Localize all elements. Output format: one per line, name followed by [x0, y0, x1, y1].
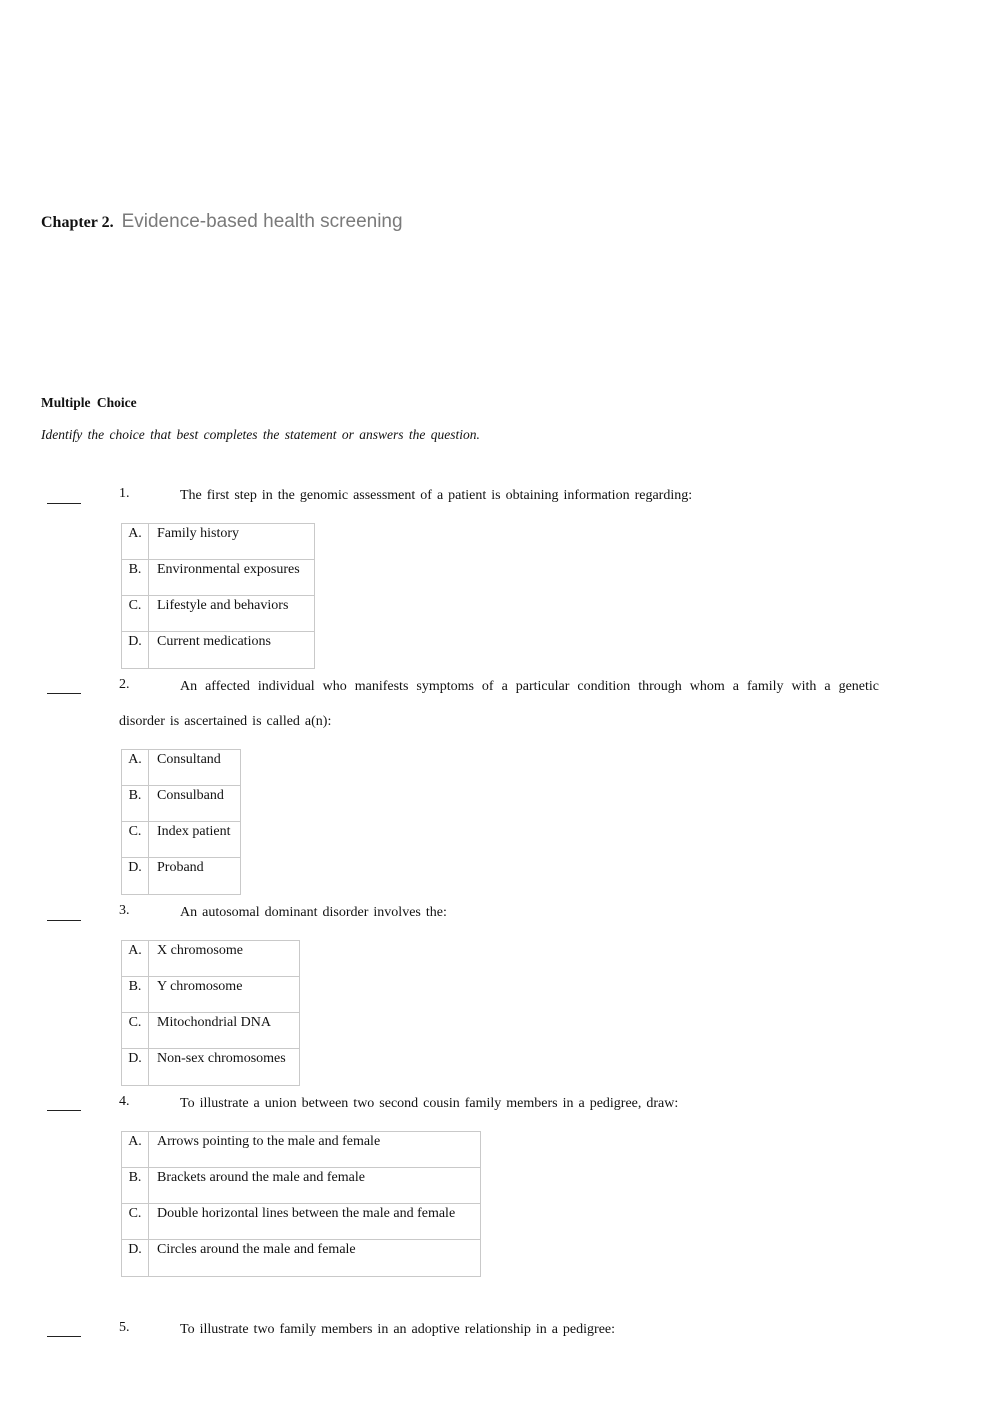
question-number-1: 1. — [119, 486, 130, 501]
question-number-3: 3. — [119, 903, 130, 918]
choice-text: Consulband — [149, 786, 241, 822]
answer-blank-2[interactable] — [47, 693, 81, 694]
choice-letter: A. — [122, 750, 149, 786]
choices-table-3 — [121, 940, 300, 1086]
choice-letter: A. — [122, 1132, 149, 1168]
question-number-5: 5. — [119, 1320, 130, 1335]
choice-letter: C. — [122, 1013, 149, 1049]
choices-table-2 — [121, 749, 241, 895]
choice-text: Environmental exposures — [149, 560, 315, 596]
answer-blank-4[interactable] — [47, 1110, 81, 1111]
choice-letter: B. — [122, 560, 149, 596]
choice-letter: C. — [122, 822, 149, 858]
question-text-3: An autosomal dominant disorder involves the: — [180, 905, 447, 920]
choice-row[interactable] — [122, 1049, 300, 1086]
choice-letter: D. — [122, 632, 149, 669]
answer-blank-5[interactable] — [47, 1336, 81, 1337]
choice-text: Consultand — [149, 750, 241, 786]
question-text-5: To illustrate two family members in an adoptive relationship in a pedigree: — [180, 1322, 616, 1337]
choice-text: Proband — [149, 858, 241, 895]
choice-text: Family history — [149, 524, 315, 560]
choice-text: Index patient — [149, 822, 241, 858]
choice-letter: A. — [122, 941, 149, 977]
answer-blank-3[interactable] — [47, 920, 81, 921]
choice-row[interactable] — [122, 632, 315, 669]
chapter-label: Chapter 2. — [41, 214, 114, 231]
choice-text: Current medications — [149, 632, 315, 669]
choice-letter: D. — [122, 858, 149, 895]
question-text-2: An affected individual who manifests symptoms of a particular condition through whom a family with a genetic disorder is ascertained is called a(n): — [119, 679, 879, 729]
choice-letter: A. — [122, 524, 149, 560]
choice-letter: B. — [122, 1168, 149, 1204]
choice-letter: C. — [122, 1204, 149, 1240]
question-text-4: To illustrate a union between two second cousin family members in a pedigree, draw: — [180, 1096, 679, 1111]
choice-row[interactable] — [122, 1240, 481, 1277]
choice-text: Lifestyle and behaviors — [149, 596, 315, 632]
question-text-1: The first step in the genomic assessment of a patient is obtaining information regarding: — [180, 488, 693, 503]
chapter-title: Evidence-based health screening — [121, 211, 403, 232]
choice-text: Brackets around the male and female — [149, 1168, 481, 1204]
choice-text: Non-sex chromosomes — [149, 1049, 300, 1086]
choices-table-1 — [121, 523, 315, 669]
question-number-4: 4. — [119, 1094, 130, 1109]
choice-letter: D. — [122, 1049, 149, 1086]
choice-letter: D. — [122, 1240, 149, 1277]
choice-letter: C. — [122, 596, 149, 632]
choice-letter: B. — [122, 786, 149, 822]
choice-letter: B. — [122, 977, 149, 1013]
choice-text: Double horizontal lines between the male and female — [149, 1204, 481, 1240]
choice-text: Arrows pointing to the male and female — [149, 1132, 481, 1168]
section-title: Multiple Choice — [41, 395, 137, 410]
choices-table-4 — [121, 1131, 481, 1277]
choice-text: Circles around the male and female — [149, 1240, 481, 1277]
choice-row[interactable] — [122, 858, 241, 895]
choice-text: Y chromosome — [149, 977, 300, 1013]
question-number-2: 2. — [119, 677, 130, 692]
choice-text: X chromosome — [149, 941, 300, 977]
section-instructions: Identify the choice that best completes the statement or answers the question. — [41, 427, 480, 442]
answer-blank-1[interactable] — [47, 503, 81, 504]
chapter-heading — [41, 211, 403, 233]
choice-text: Mitochondrial DNA — [149, 1013, 300, 1049]
